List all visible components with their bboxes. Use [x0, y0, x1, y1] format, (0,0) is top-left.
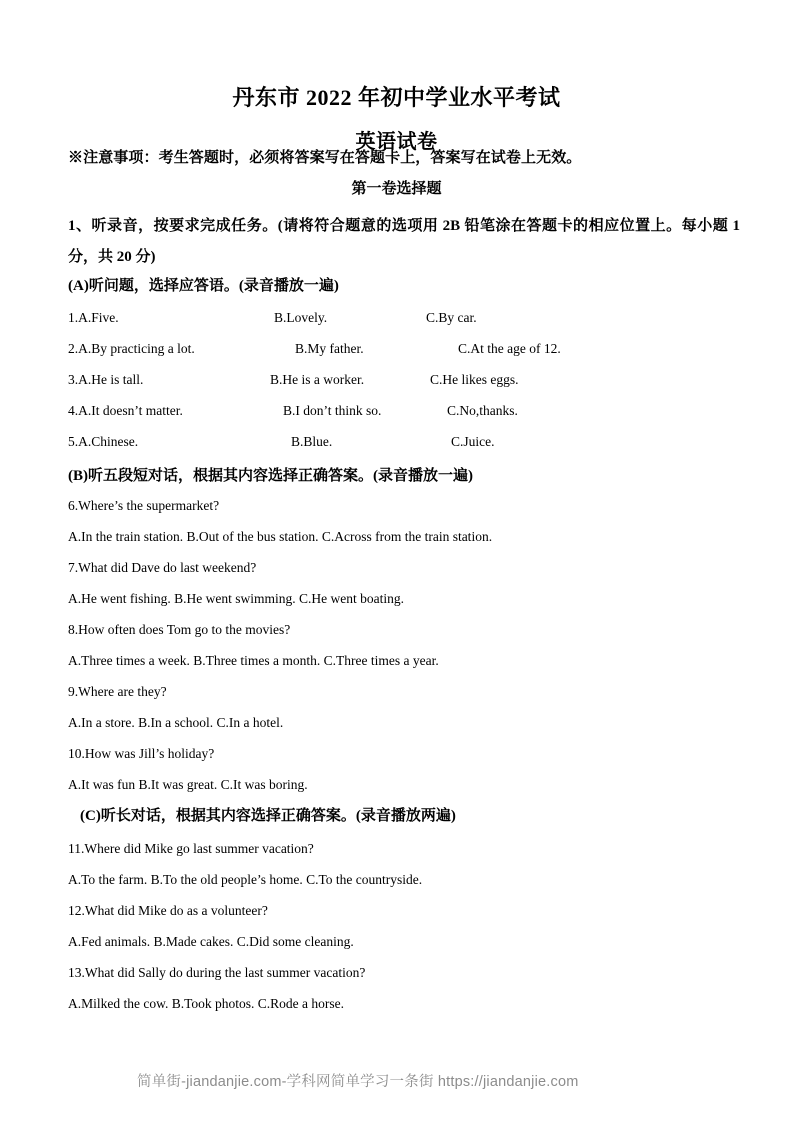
answer-option-row[interactable]: A.Milked the cow. B.Took photos. C.Rode a horse. [68, 996, 345, 1011]
answer-option-a[interactable]: 3.A.He is tall. [68, 372, 144, 387]
answer-option-row [68, 341, 758, 359]
answer-option-b[interactable]: B.I don’t think so. [283, 403, 382, 418]
question-stem: 10.How was Jill’s holiday? [68, 746, 215, 761]
exam-notice: ※注意事项：考生答题时，必须将答案写在答题卡上，答案写在试卷上无效。 [68, 150, 582, 166]
answer-option-row[interactable]: A.To the farm. B.To the old people’s home. C.To the countryside. [68, 872, 423, 887]
question-1-instruction: 1、听录音，按要求完成任务。(请将符合题意的选项用 2B 铅笔涂在答题卡的相应位置上。每小题 1 分，共 20 分) [68, 218, 740, 265]
answer-option-row [68, 372, 758, 390]
answer-option-row[interactable]: A.In the train station. B.Out of the bus station. C.Across from the train station. [68, 529, 493, 544]
answer-option-row [68, 403, 758, 421]
answer-option-b[interactable]: B.He is a worker. [270, 372, 365, 387]
answer-option-row[interactable]: A.It was fun B.It was great. C.It was boring. [68, 777, 308, 792]
section-c-heading: (C)听长对话，根据其内容选择正确答案。(录音播放两遍) [80, 808, 456, 824]
answer-option-row[interactable]: A.In a store. B.In a school. C.In a hotel. [68, 715, 284, 730]
answer-option-row[interactable]: A.He went fishing. B.He went swimming. C.He went boating. [68, 591, 404, 606]
question-stem: 9.Where are they? [68, 684, 167, 699]
question-stem: 8.How often does Tom go to the movies? [68, 622, 291, 637]
answer-option-a[interactable]: 1.A.Five. [68, 310, 119, 325]
page-subtitle: 英语试卷 [355, 130, 438, 153]
answer-option-a[interactable]: 5.A.Chinese. [68, 434, 139, 449]
answer-option-c[interactable]: C.He likes eggs. [430, 372, 519, 387]
answer-option-row[interactable]: A.Fed animals. B.Made cakes. C.Did some cleaning. [68, 934, 354, 949]
question-stem: 6.Where’s the supermarket? [68, 498, 220, 513]
question-stem: 7.What did Dave do last weekend? [68, 560, 257, 575]
question-stem: 11.Where did Mike go last summer vacation? [68, 841, 314, 856]
question-stem: 12.What did Mike do as a volunteer? [68, 903, 268, 918]
answer-option-b[interactable]: B.Blue. [291, 434, 333, 449]
answer-option-a[interactable]: 2.A.By practicing a lot. [68, 341, 195, 356]
answer-option-c[interactable]: C.By car. [426, 310, 477, 325]
answer-option-b[interactable]: B.My father. [295, 341, 364, 356]
answer-option-row[interactable]: A.Three times a week. B.Three times a month. C.Three times a year. [68, 653, 439, 668]
answer-option-c[interactable]: C.At the age of 12. [458, 341, 561, 356]
section-a-heading: (A)听问题，选择应答语。(录音播放一遍) [68, 278, 339, 294]
answer-option-b[interactable]: B.Lovely. [274, 310, 328, 325]
answer-option-row [68, 310, 758, 328]
page-title: 丹东市 2022 年初中学业水平考试 [232, 84, 561, 110]
answer-option-a[interactable]: 4.A.It doesn’t matter. [68, 403, 183, 418]
answer-option-c[interactable]: C.Juice. [451, 434, 495, 449]
question-stem: 13.What did Sally do during the last summer vacation? [68, 965, 366, 980]
answer-option-row [68, 434, 758, 452]
section-b-heading: (B)听五段短对话，根据其内容选择正确答案。(录音播放一遍) [68, 468, 473, 484]
answer-option-c[interactable]: C.No,thanks. [447, 403, 518, 418]
part-title: 第一卷选择题 [351, 181, 442, 197]
footer-watermark: 简单街-jiandanjie.com-学科网简单学习一条街 https://jiandanjie.com [137, 1074, 579, 1090]
